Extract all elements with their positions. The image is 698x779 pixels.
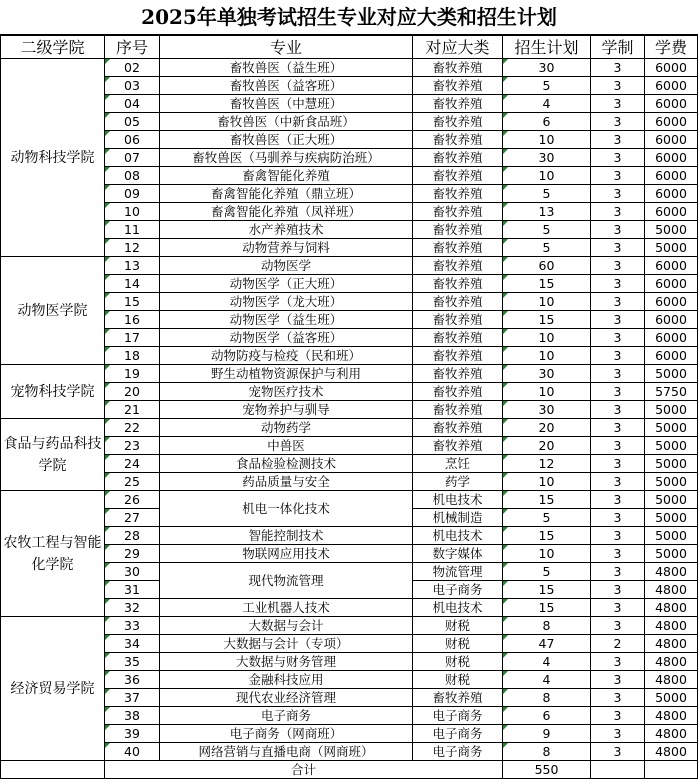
fee-cell[interactable]: 4800 (645, 743, 698, 761)
years-cell[interactable]: 3 (591, 671, 645, 689)
table-row (1, 617, 698, 635)
college-name: 动物科技学院 (1, 59, 105, 257)
major-cell[interactable]: 工业机器人技术 (160, 599, 413, 617)
table-row (1, 383, 698, 401)
years-cell[interactable]: 3 (591, 329, 645, 347)
seq-cell[interactable]: 14 (105, 275, 160, 293)
seq-cell[interactable]: 28 (105, 527, 160, 545)
category-cell[interactable]: 畜牧养殖 (413, 113, 503, 131)
table-row (1, 239, 698, 257)
major-cell[interactable]: 食品检验检测技术 (160, 455, 413, 473)
seq-cell[interactable]: 17 (105, 329, 160, 347)
years-cell[interactable]: 3 (591, 599, 645, 617)
table-row (1, 455, 698, 473)
seq-cell[interactable]: 18 (105, 347, 160, 365)
category-cell[interactable]: 畜牧养殖 (413, 149, 503, 167)
college-name: 食品与药品科技学院 (1, 419, 105, 491)
table-row (1, 59, 698, 77)
category-cell[interactable]: 畜牧养殖 (413, 95, 503, 113)
category-cell[interactable]: 畜牧养殖 (413, 185, 503, 203)
years-cell[interactable]: 3 (591, 203, 645, 221)
category-cell[interactable]: 畜牧养殖 (413, 419, 503, 437)
seq-cell[interactable]: 20 (105, 383, 160, 401)
table-row (1, 293, 698, 311)
seq-cell[interactable]: 02 (105, 59, 160, 77)
plan-cell[interactable]: 8 (503, 617, 591, 635)
fee-cell[interactable]: 5000 (645, 221, 698, 239)
plan-cell[interactable]: 6 (503, 707, 591, 725)
category-cell[interactable]: 财税 (413, 617, 503, 635)
header-fee: 学费 (645, 36, 698, 59)
table-row (1, 167, 698, 185)
total-plan[interactable]: 550 (503, 761, 591, 779)
seq-cell[interactable]: 34 (105, 635, 160, 653)
category-cell[interactable]: 物流管理 (413, 563, 503, 581)
years-cell[interactable]: 3 (591, 293, 645, 311)
header-college: 二级学院 (1, 36, 105, 59)
category-cell[interactable]: 畜牧养殖 (413, 239, 503, 257)
years-cell[interactable]: 3 (591, 167, 645, 185)
category-cell[interactable]: 畜牧养殖 (413, 203, 503, 221)
major-cell[interactable]: 野生动植物资源保护与利用 (160, 365, 413, 383)
major-cell[interactable]: 畜牧兽医（马驯养与疾病防治班） (160, 149, 413, 167)
years-cell[interactable]: 3 (591, 725, 645, 743)
years-cell[interactable]: 3 (591, 131, 645, 149)
table-row (1, 329, 698, 347)
fee-cell[interactable]: 6000 (645, 131, 698, 149)
plan-cell[interactable]: 12 (503, 455, 591, 473)
years-cell[interactable]: 3 (591, 581, 645, 599)
seq-cell[interactable]: 19 (105, 365, 160, 383)
years-cell[interactable]: 3 (591, 221, 645, 239)
plan-cell[interactable]: 30 (503, 59, 591, 77)
category-cell[interactable]: 烹饪 (413, 455, 503, 473)
category-cell[interactable]: 畜牧养殖 (413, 257, 503, 275)
seq-cell[interactable]: 13 (105, 257, 160, 275)
seq-cell[interactable]: 35 (105, 653, 160, 671)
table-row (1, 689, 698, 707)
plan-cell[interactable]: 20 (503, 419, 591, 437)
years-cell[interactable]: 3 (591, 455, 645, 473)
fee-cell[interactable]: 6000 (645, 167, 698, 185)
plan-cell[interactable]: 5 (503, 239, 591, 257)
years-cell[interactable]: 3 (591, 509, 645, 527)
seq-cell[interactable]: 11 (105, 221, 160, 239)
seq-cell[interactable]: 27 (105, 509, 160, 527)
table-row (1, 725, 698, 743)
table-row (1, 671, 698, 689)
fee-cell[interactable]: 5000 (645, 239, 698, 257)
table-row (1, 149, 698, 167)
plan-cell[interactable]: 8 (503, 743, 591, 761)
table-row (1, 707, 698, 725)
seq-cell[interactable]: 10 (105, 203, 160, 221)
fee-cell[interactable]: 5000 (645, 491, 698, 509)
category-cell[interactable]: 财税 (413, 653, 503, 671)
category-cell[interactable]: 电子商务 (413, 743, 503, 761)
category-cell[interactable]: 畜牧养殖 (413, 437, 503, 455)
major-cell[interactable]: 智能控制技术 (160, 527, 413, 545)
major-cell[interactable]: 动物医学（龙大班） (160, 293, 413, 311)
major-cell[interactable]: 药品质量与安全 (160, 473, 413, 491)
plan-cell[interactable]: 10 (503, 293, 591, 311)
fee-cell[interactable]: 5750 (645, 383, 698, 401)
category-cell[interactable]: 机电技术 (413, 599, 503, 617)
years-cell[interactable]: 3 (591, 383, 645, 401)
seq-cell[interactable]: 23 (105, 437, 160, 455)
table-row (1, 203, 698, 221)
fee-cell[interactable]: 5000 (645, 527, 698, 545)
table-row (1, 545, 698, 563)
total-label[interactable]: 合计 (105, 761, 503, 779)
seq-cell[interactable]: 22 (105, 419, 160, 437)
seq-cell[interactable]: 15 (105, 293, 160, 311)
fee-cell[interactable]: 4800 (645, 707, 698, 725)
fee-cell[interactable]: 6000 (645, 275, 698, 293)
plan-cell[interactable]: 10 (503, 167, 591, 185)
plan-cell[interactable]: 60 (503, 257, 591, 275)
plan-cell[interactable]: 47 (503, 635, 591, 653)
seq-cell[interactable]: 30 (105, 563, 160, 581)
fee-cell[interactable]: 5000 (645, 365, 698, 383)
category-cell[interactable]: 畜牧养殖 (413, 311, 503, 329)
category-cell[interactable]: 电子商务 (413, 581, 503, 599)
seq-cell[interactable]: 40 (105, 743, 160, 761)
fee-cell[interactable]: 4800 (645, 725, 698, 743)
major-cell[interactable]: 宠物医疗技术 (160, 383, 413, 401)
category-cell[interactable]: 畜牧养殖 (413, 77, 503, 95)
seq-cell[interactable]: 31 (105, 581, 160, 599)
plan-cell[interactable]: 5 (503, 77, 591, 95)
years-cell[interactable]: 3 (591, 311, 645, 329)
fee-cell[interactable]: 6000 (645, 311, 698, 329)
table-row (1, 653, 698, 671)
plan-cell[interactable]: 15 (503, 599, 591, 617)
table-body (1, 59, 698, 779)
table-row (1, 311, 698, 329)
page-title: 2025年单独考试招生专业对应大类和招生计划 (0, 0, 698, 35)
plan-cell[interactable]: 30 (503, 401, 591, 419)
category-cell[interactable]: 机电技术 (413, 527, 503, 545)
table-row (1, 95, 698, 113)
table-row (1, 527, 698, 545)
years-cell[interactable]: 3 (591, 347, 645, 365)
table-row (1, 185, 698, 203)
category-cell[interactable]: 电子商务 (413, 725, 503, 743)
category-cell[interactable]: 畜牧养殖 (413, 131, 503, 149)
major-cell[interactable]: 机电一体化技术 (160, 491, 413, 527)
plan-cell[interactable]: 9 (503, 725, 591, 743)
major-cell[interactable]: 畜禽智能化养殖（鼎立班） (160, 185, 413, 203)
header-years: 学制 (591, 36, 645, 59)
fee-cell[interactable]: 4800 (645, 617, 698, 635)
table-row (1, 491, 698, 509)
table-row (1, 131, 698, 149)
fee-cell[interactable]: 5000 (645, 545, 698, 563)
plan-cell[interactable]: 10 (503, 131, 591, 149)
seq-cell[interactable]: 37 (105, 689, 160, 707)
years-cell[interactable]: 3 (591, 689, 645, 707)
table-row (1, 401, 698, 419)
seq-cell[interactable]: 12 (105, 239, 160, 257)
seq-cell[interactable]: 08 (105, 167, 160, 185)
category-cell[interactable]: 畜牧养殖 (413, 221, 503, 239)
plan-cell[interactable]: 8 (503, 689, 591, 707)
years-cell[interactable]: 2 (591, 635, 645, 653)
fee-cell[interactable]: 4800 (645, 563, 698, 581)
seq-cell[interactable]: 38 (105, 707, 160, 725)
category-cell[interactable]: 畜牧养殖 (413, 689, 503, 707)
major-cell[interactable]: 畜牧兽医（中慧班） (160, 95, 413, 113)
major-cell[interactable]: 畜牧兽医（益生班） (160, 59, 413, 77)
category-cell[interactable]: 畜牧养殖 (413, 329, 503, 347)
years-cell[interactable]: 3 (591, 401, 645, 419)
major-cell[interactable]: 大数据与财务管理 (160, 653, 413, 671)
category-cell[interactable]: 畜牧养殖 (413, 293, 503, 311)
category-cell[interactable]: 畜牧养殖 (413, 167, 503, 185)
major-cell[interactable]: 中兽医 (160, 437, 413, 455)
major-cell[interactable]: 电子商务 (160, 707, 413, 725)
fee-cell[interactable]: 4800 (645, 635, 698, 653)
seq-cell[interactable]: 07 (105, 149, 160, 167)
seq-cell[interactable]: 09 (105, 185, 160, 203)
table-row (1, 221, 698, 239)
plan-cell[interactable]: 13 (503, 203, 591, 221)
years-cell[interactable]: 3 (591, 419, 645, 437)
major-cell[interactable]: 畜牧兽医（中新食品班） (160, 113, 413, 131)
category-cell[interactable]: 畜牧养殖 (413, 275, 503, 293)
category-cell[interactable]: 畜牧养殖 (413, 347, 503, 365)
table-row (1, 275, 698, 293)
plan-cell[interactable]: 15 (503, 581, 591, 599)
table-row (1, 743, 698, 761)
header-category: 对应大类 (413, 36, 503, 59)
college-name: 农牧工程与智能化学院 (1, 491, 105, 617)
fee-cell[interactable]: 6000 (645, 113, 698, 131)
plan-cell[interactable]: 6 (503, 113, 591, 131)
seq-cell[interactable]: 21 (105, 401, 160, 419)
category-cell[interactable]: 数字媒体 (413, 545, 503, 563)
plan-cell[interactable]: 4 (503, 653, 591, 671)
major-cell[interactable]: 畜禽智能化养殖（凤祥班） (160, 203, 413, 221)
major-cell[interactable]: 网络营销与直播电商（网商班） (160, 743, 413, 761)
plan-cell[interactable]: 5 (503, 185, 591, 203)
major-cell[interactable]: 大数据与会计 (160, 617, 413, 635)
major-cell[interactable]: 现代物流管理 (160, 563, 413, 599)
table-row (1, 437, 698, 455)
major-cell[interactable]: 动物医学（正大班） (160, 275, 413, 293)
years-cell[interactable]: 3 (591, 437, 645, 455)
table-row (1, 77, 698, 95)
plan-cell[interactable]: 15 (503, 527, 591, 545)
plan-cell[interactable]: 15 (503, 491, 591, 509)
fee-cell[interactable]: 6000 (645, 77, 698, 95)
table-row (1, 113, 698, 131)
years-cell[interactable]: 3 (591, 473, 645, 491)
major-cell[interactable]: 现代农业经济管理 (160, 689, 413, 707)
major-cell[interactable]: 畜牧兽医（正大班） (160, 131, 413, 149)
seq-cell[interactable]: 39 (105, 725, 160, 743)
college-name: 动物医学院 (1, 257, 105, 365)
fee-cell[interactable]: 5000 (645, 419, 698, 437)
years-cell[interactable]: 3 (591, 275, 645, 293)
category-cell[interactable]: 财税 (413, 671, 503, 689)
major-cell[interactable]: 金融科技应用 (160, 671, 413, 689)
major-cell[interactable]: 动物防疫与检疫（民和班） (160, 347, 413, 365)
years-cell[interactable]: 3 (591, 59, 645, 77)
plan-cell[interactable]: 30 (503, 149, 591, 167)
category-cell[interactable]: 畜牧养殖 (413, 365, 503, 383)
seq-cell[interactable]: 03 (105, 77, 160, 95)
table-row (1, 473, 698, 491)
fee-cell[interactable]: 4800 (645, 599, 698, 617)
major-cell[interactable]: 畜牧兽医（益客班） (160, 77, 413, 95)
seq-cell[interactable]: 24 (105, 455, 160, 473)
major-cell[interactable]: 动物医学 (160, 257, 413, 275)
plan-cell[interactable]: 30 (503, 365, 591, 383)
seq-cell[interactable]: 32 (105, 599, 160, 617)
major-cell[interactable]: 宠物养护与驯导 (160, 401, 413, 419)
years-cell[interactable]: 3 (591, 491, 645, 509)
header-seq: 序号 (105, 36, 160, 59)
years-cell[interactable]: 3 (591, 149, 645, 167)
plan-cell[interactable]: 10 (503, 473, 591, 491)
fee-cell[interactable]: 5000 (645, 473, 698, 491)
years-cell[interactable]: 3 (591, 617, 645, 635)
plan-cell[interactable]: 10 (503, 347, 591, 365)
seq-cell[interactable]: 06 (105, 131, 160, 149)
fee-cell[interactable]: 6000 (645, 95, 698, 113)
fee-cell[interactable]: 4800 (645, 581, 698, 599)
category-cell[interactable]: 机电技术 (413, 491, 503, 509)
major-cell[interactable]: 动物医学（益生班） (160, 311, 413, 329)
table-row (1, 365, 698, 383)
years-cell[interactable]: 3 (591, 743, 645, 761)
years-cell[interactable]: 3 (591, 545, 645, 563)
seq-cell[interactable]: 36 (105, 671, 160, 689)
plan-cell[interactable]: 4 (503, 671, 591, 689)
plan-cell[interactable]: 5 (503, 221, 591, 239)
category-cell[interactable]: 电子商务 (413, 707, 503, 725)
years-cell[interactable]: 3 (591, 239, 645, 257)
header-major: 专业 (160, 36, 413, 59)
table-row (1, 257, 698, 275)
college-name: 经济贸易学院 (1, 617, 105, 761)
fee-cell[interactable]: 6000 (645, 149, 698, 167)
category-cell[interactable]: 畜牧养殖 (413, 401, 503, 419)
seq-cell[interactable]: 33 (105, 617, 160, 635)
years-cell[interactable]: 3 (591, 77, 645, 95)
header-plan: 招生计划 (503, 36, 591, 59)
plan-cell[interactable]: 15 (503, 275, 591, 293)
plan-cell[interactable]: 15 (503, 311, 591, 329)
fee-cell[interactable]: 6000 (645, 185, 698, 203)
header-row (1, 36, 698, 59)
years-cell[interactable]: 3 (591, 113, 645, 131)
fee-cell[interactable]: 5000 (645, 455, 698, 473)
years-cell[interactable]: 3 (591, 365, 645, 383)
years-cell[interactable]: 3 (591, 527, 645, 545)
seq-cell[interactable]: 04 (105, 95, 160, 113)
major-cell[interactable]: 物联网应用技术 (160, 545, 413, 563)
plan-cell[interactable]: 20 (503, 437, 591, 455)
years-cell[interactable]: 3 (591, 653, 645, 671)
enrollment-table (0, 35, 698, 779)
fee-cell[interactable]: 6000 (645, 329, 698, 347)
category-cell[interactable]: 财税 (413, 635, 503, 653)
category-cell[interactable]: 畜牧养殖 (413, 59, 503, 77)
seq-cell[interactable]: 05 (105, 113, 160, 131)
years-cell[interactable]: 3 (591, 95, 645, 113)
fee-cell[interactable]: 6000 (645, 293, 698, 311)
seq-cell[interactable]: 16 (105, 311, 160, 329)
fee-cell[interactable]: 4800 (645, 653, 698, 671)
fee-cell[interactable]: 6000 (645, 59, 698, 77)
plan-cell[interactable]: 5 (503, 563, 591, 581)
plan-cell[interactable]: 5 (503, 509, 591, 527)
fee-cell[interactable]: 4800 (645, 671, 698, 689)
table-row (1, 635, 698, 653)
plan-cell[interactable]: 10 (503, 383, 591, 401)
table-row (1, 419, 698, 437)
fee-cell[interactable]: 5000 (645, 401, 698, 419)
seq-cell[interactable]: 26 (105, 491, 160, 509)
seq-cell[interactable]: 29 (105, 545, 160, 563)
fee-cell[interactable]: 6000 (645, 347, 698, 365)
years-cell[interactable]: 3 (591, 707, 645, 725)
fee-cell[interactable]: 6000 (645, 203, 698, 221)
category-cell[interactable]: 畜牧养殖 (413, 383, 503, 401)
plan-cell[interactable]: 10 (503, 329, 591, 347)
fee-cell[interactable]: 6000 (645, 257, 698, 275)
table-row (1, 347, 698, 365)
table-row (1, 563, 698, 581)
seq-cell[interactable]: 25 (105, 473, 160, 491)
fee-cell[interactable]: 5000 (645, 689, 698, 707)
major-cell[interactable]: 动物药学 (160, 419, 413, 437)
major-cell[interactable]: 电子商务（网商班） (160, 725, 413, 743)
major-cell[interactable]: 动物营养与饲料 (160, 239, 413, 257)
college-name: 宠物科技学院 (1, 365, 105, 419)
major-cell[interactable]: 水产养殖技术 (160, 221, 413, 239)
years-cell[interactable]: 3 (591, 257, 645, 275)
fee-cell[interactable]: 5000 (645, 437, 698, 455)
years-cell[interactable]: 3 (591, 185, 645, 203)
major-cell[interactable]: 大数据与会计（专项） (160, 635, 413, 653)
major-cell[interactable]: 动物医学（益客班） (160, 329, 413, 347)
category-cell[interactable]: 药学 (413, 473, 503, 491)
table-row (1, 599, 698, 617)
plan-cell[interactable]: 4 (503, 95, 591, 113)
plan-cell[interactable]: 10 (503, 545, 591, 563)
major-cell[interactable]: 畜禽智能化养殖 (160, 167, 413, 185)
years-cell[interactable]: 3 (591, 563, 645, 581)
fee-cell[interactable]: 5000 (645, 509, 698, 527)
category-cell[interactable]: 机械制造 (413, 509, 503, 527)
